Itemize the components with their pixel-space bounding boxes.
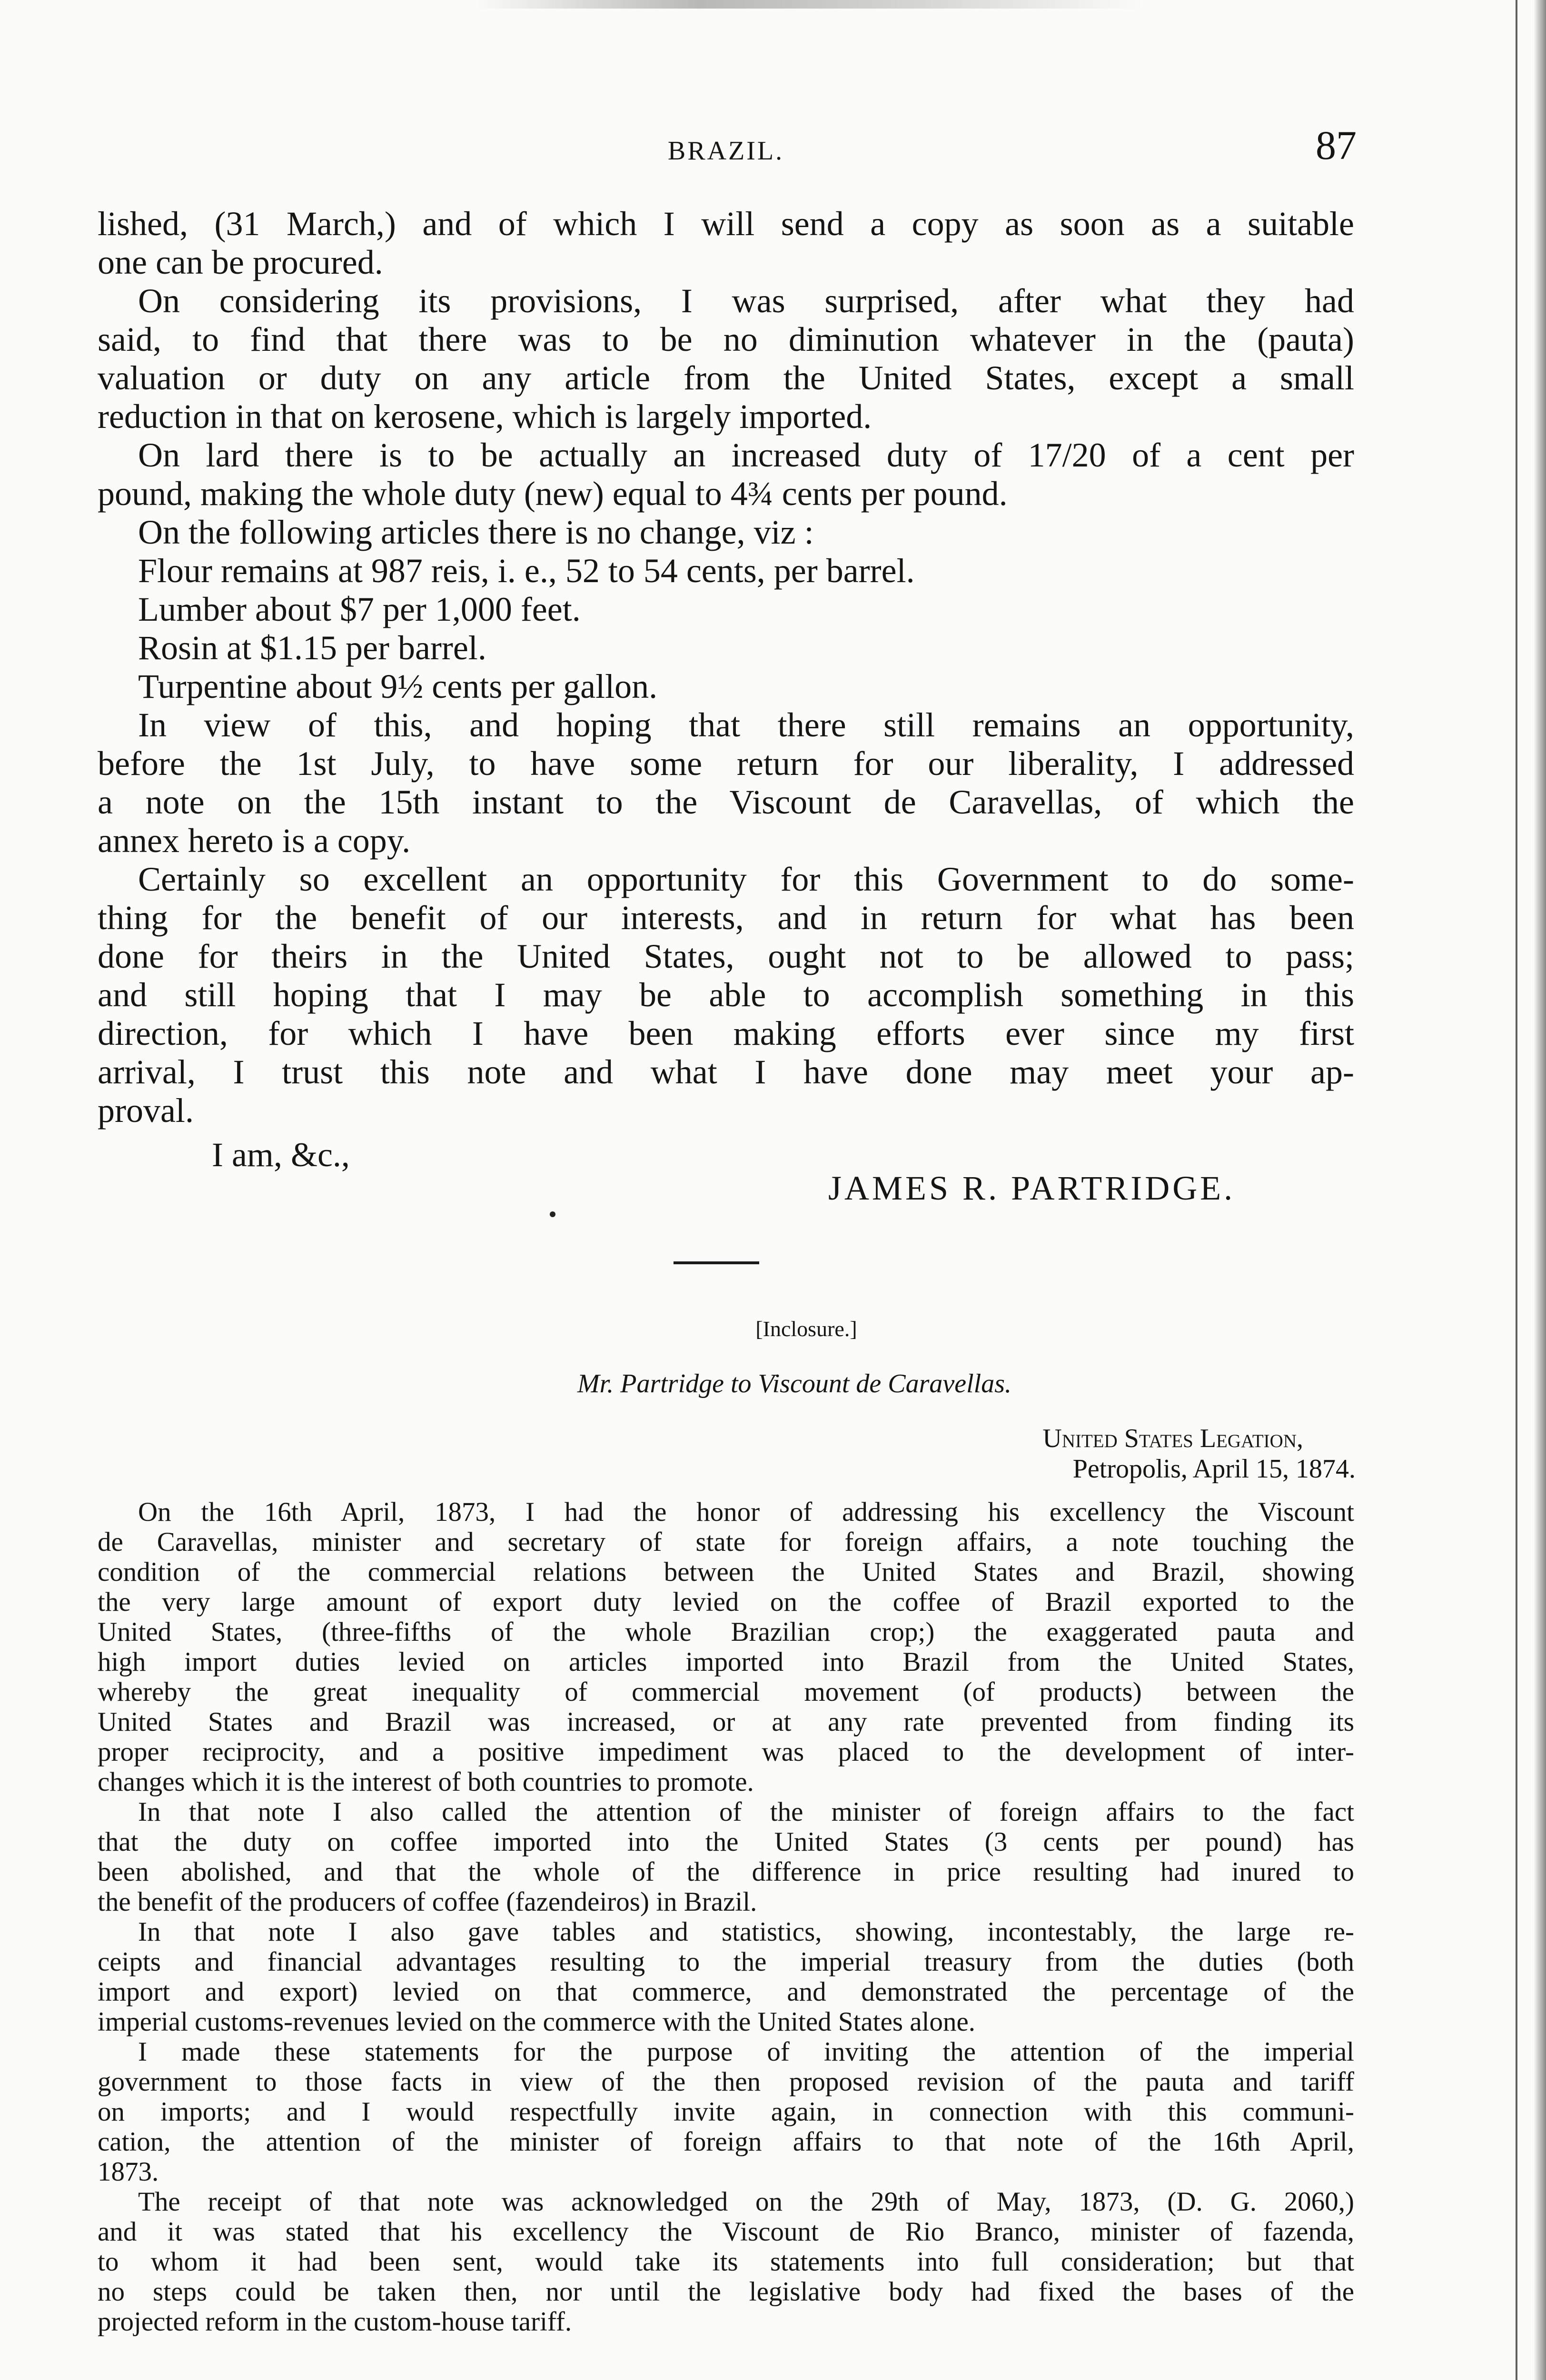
body-line: lished, (31 March,) and of which I will send a copy as soon as a suitable [98, 205, 1354, 243]
inclosure-line: ceipts and financial advantages resulting to the imperial treasury from the duties (both [98, 1947, 1354, 1977]
inclosure-line: import and export) levied on that commerce, and demonstrated the percentage of the [98, 1977, 1354, 2007]
body-line: In view of this, and hoping that there still remains an opportunity, [138, 706, 1354, 744]
letter-body [98, 205, 1354, 1130]
inclosure-line: The receipt of that note was acknowledged on the 29th of May, 1873, (D. G. 2060,) [138, 2187, 1354, 2217]
body-line: Lumber about $7 per 1,000 feet. [138, 590, 581, 628]
inclosure-line: been abolished, and that the whole of the difference in price resulting had inured to [98, 1857, 1354, 1887]
body-line: direction, for which I have been making efforts ever since my first [98, 1014, 1354, 1052]
dateline-place-date: Petropolis, April 15, 1874. [1072, 1454, 1356, 1484]
body-line: thing for the benefit of our interests, and in return for what has been [98, 899, 1354, 937]
inclosure-line: United States and Brazil was increased, or at any rate prevented from finding its [98, 1707, 1354, 1737]
page-number: 87 [1316, 122, 1357, 168]
inclosure-line: whereby the great inequality of commercial movement (of products) between the [98, 1677, 1354, 1707]
ink-speck [550, 1211, 555, 1217]
inclosure-line: the benefit of the producers of coffee (fazendeiros) in Brazil. [98, 1887, 757, 1917]
inclosure-line: imperial customs-revenues levied on the commerce with the United States alone. [98, 2007, 976, 2037]
inclosure-line: to whom it had been sent, would take its statements into full consideration; but that [98, 2247, 1354, 2277]
inclosure-title-text: Mr. Partridge to Viscount de Caravellas. [577, 1369, 1011, 1398]
body-line: reduction in that on kerosene, which is largely imported. [98, 397, 872, 436]
body-line: On lard there is to be actually an increased duty of 17/20 of a cent per [138, 436, 1354, 474]
body-line: one can be procured. [98, 243, 383, 281]
inclosure-line: de Caravellas, minister and secretary of state for foreign affairs, a note touching the [98, 1527, 1354, 1557]
inclosure-line: United States, (three-fifths of the whole Brazilian crop;) the exaggerated pauta and [98, 1617, 1354, 1647]
scan-edge-right [1534, 0, 1546, 2380]
scan-edge-top [476, 0, 1142, 9]
inclosure-label [0, 1316, 1546, 1341]
dateline-legation: United States Legation, [1042, 1424, 1303, 1453]
body-line: Rosin at $1.15 per barrel. [138, 629, 486, 667]
inclosure-line: cation, the attention of the minister of foreign affairs to that note of the 16th April, [98, 2127, 1354, 2157]
body-line: Certainly so excellent an opportunity for this Government to do some- [138, 860, 1354, 898]
body-line: said, to find that there was to be no diminution whatever in the (pauta) [98, 320, 1354, 358]
inclosure-title [0, 1368, 1546, 1399]
inclosure-line: projected reform in the custom-house tariff. [98, 2307, 572, 2337]
page-header [95, 121, 1357, 174]
body-line: a note on the 15th instant to the Viscount de Caravellas, of which the [98, 783, 1354, 821]
body-line: On the following articles there is no change, viz : [138, 513, 814, 551]
inclosure-line: changes which it is the interest of both countries to promote. [98, 1767, 754, 1797]
body-line: done for theirs in the United States, ought not to be allowed to pass; [98, 937, 1354, 975]
inclosure-line: In that note I also called the attention of the minister of foreign affairs to the fact [138, 1797, 1354, 1827]
body-line: valuation or duty on any article from the United States, except a small [98, 359, 1354, 397]
inclosure-line: no steps could be taken then, nor until the legislative body had fixed the bases of the [98, 2277, 1354, 2307]
inclosure-line: high import duties levied on articles imported into Brazil from the United States, [98, 1647, 1354, 1677]
body-line: arrival, I trust this note and what I have done may meet your ap- [98, 1053, 1354, 1091]
inclosure-line: On the 16th April, 1873, I had the honor of addressing his excellency the Viscount [138, 1497, 1354, 1527]
inclosure-line: proper reciprocity, and a positive impediment was placed to the development of inter- [98, 1737, 1354, 1767]
inclosure-line: condition of the commercial relations between the United States and Brazil, showing [98, 1557, 1354, 1587]
inclosure-line: I made these statements for the purpose of inviting the attention of the imperial [138, 2037, 1354, 2067]
inclosure-line: In that note I also gave tables and statistics, showing, incontestably, the large re- [138, 1917, 1354, 1947]
inclosure-line: on imports; and I would respectfully invite again, in connection with this communi- [98, 2097, 1354, 2127]
body-line: Turpentine about 9½ cents per gallon. [138, 667, 658, 705]
inclosure-line: and it was stated that his excellency the Viscount de Rio Branco, minister of fazenda, [98, 2217, 1354, 2247]
body-line: proval. [98, 1091, 194, 1130]
section-divider [674, 1261, 759, 1264]
inclosure-line: the very large amount of export duty levied on the coffee of Brazil exported to the [98, 1587, 1354, 1617]
letter-signature: JAMES R. PARTRIDGE. [828, 1169, 1236, 1207]
body-line: Flour remains at 987 reis, i. e., 52 to 54 cents, per barrel. [138, 552, 915, 590]
letter-closing: I am, &c., [212, 1136, 350, 1174]
scan-edge-line [1516, 0, 1517, 2380]
inclosure-line: 1873. [98, 2157, 159, 2187]
body-line: and still hoping that I may be able to accomplish something in this [98, 976, 1354, 1014]
body-line: pound, making the whole duty (new) equal to 4¾ cents per pound. [98, 475, 1008, 513]
inclosure-body [98, 1497, 1354, 2337]
body-line: annex hereto is a copy. [98, 822, 411, 860]
inclosure-line: government to those facts in view of the then proposed revision of the pauta and tariff [98, 2067, 1354, 2097]
body-line: before the 1st July, to have some return for our liberality, I addressed [98, 744, 1354, 783]
inclosure-dateline [1042, 1423, 1356, 1484]
inclosure-label-text: [Inclosure.] [755, 1317, 857, 1341]
inclosure-line: that the duty on coffee imported into the United States (3 cents per pound) has [98, 1827, 1354, 1857]
body-line: On considering its provisions, I was surprised, after what they had [138, 282, 1354, 320]
running-head: BRAZIL. [667, 136, 784, 166]
